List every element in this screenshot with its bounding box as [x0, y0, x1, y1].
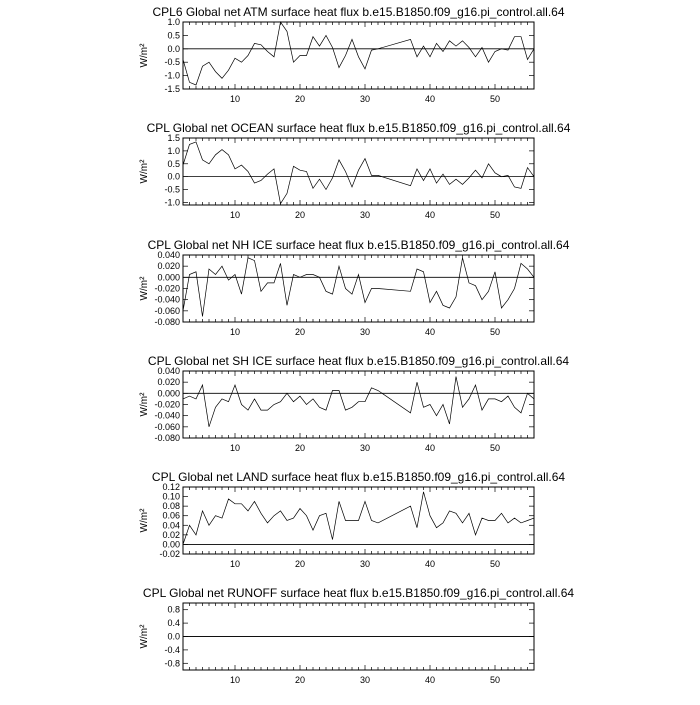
chart-panel-2	[139, 121, 571, 220]
y-axis-label: W/m²	[139, 276, 150, 301]
y-tick-label: -0.040	[154, 294, 180, 305]
y-tick-label: -0.040	[154, 410, 180, 421]
y-axis-label: W/m²	[139, 392, 150, 417]
x-tick-label: 20	[294, 559, 306, 569]
y-tick-label: -1.0	[164, 197, 180, 208]
y-tick-label: 1.5	[167, 133, 180, 143]
y-tick-label: -0.020	[154, 399, 180, 410]
y-tick-label: -0.080	[154, 317, 180, 327]
y-tick-label: -0.020	[154, 283, 180, 294]
chart-title: CPL Global net OCEAN surface heat flux b.e15.B1850.f09_g16.pi_control.all.64	[146, 121, 571, 135]
series-line	[183, 22, 534, 85]
x-tick-label: 20	[294, 327, 306, 337]
plot-frame	[183, 138, 534, 205]
x-tick-label: 40	[424, 327, 436, 337]
x-tick-label: 40	[424, 559, 436, 569]
x-tick-label: 50	[489, 675, 501, 685]
y-tick-label: 0.8	[167, 604, 180, 615]
plot-frame	[183, 371, 534, 438]
chart-title: CPL6 Global net ATM surface heat flux b.e15.B1850.f09_g16.pi_control.all.64	[152, 5, 565, 19]
y-tick-label: -0.5	[164, 57, 180, 68]
y-tick-label: -0.060	[154, 421, 180, 432]
y-tick-label: 0.040	[157, 250, 180, 260]
y-axis-label: W/m²	[139, 43, 150, 68]
y-tick-label: 0.12	[162, 482, 180, 492]
y-tick-label: 0.02	[162, 529, 180, 540]
x-tick-label: 30	[359, 94, 371, 104]
x-tick-label: 20	[294, 675, 306, 685]
x-tick-label: 50	[489, 443, 501, 453]
x-tick-label: 10	[229, 443, 241, 453]
x-tick-label: 40	[424, 443, 436, 453]
x-tick-label: 30	[359, 675, 371, 685]
y-tick-label: 0.04	[162, 520, 180, 531]
x-tick-label: 50	[489, 327, 501, 337]
y-tick-label: 0.020	[157, 261, 180, 272]
chart-panel-4	[139, 354, 569, 453]
x-tick-label: 20	[294, 443, 306, 453]
y-tick-label: 0.040	[157, 366, 180, 376]
y-tick-label: 0.10	[162, 491, 180, 502]
y-tick-label: 0.00	[162, 539, 180, 550]
x-tick-label: 30	[359, 559, 371, 569]
y-tick-label: -1.5	[164, 84, 180, 94]
y-tick-label: -1.0	[164, 70, 180, 81]
y-tick-label: 1.0	[167, 17, 180, 27]
y-tick-label: -0.8	[164, 658, 180, 669]
series-line	[183, 142, 534, 204]
y-axis-label: W/m²	[139, 624, 150, 649]
chart-title: CPL Global net NH ICE surface heat flux b.e15.B1850.f09_g16.pi_control.all.64	[147, 238, 570, 252]
x-tick-label: 20	[294, 210, 306, 220]
series-line	[183, 258, 534, 317]
plot-frame	[183, 22, 534, 89]
y-tick-label: 1.0	[167, 145, 180, 156]
x-tick-label: 40	[424, 210, 436, 220]
x-tick-label: 10	[229, 675, 241, 685]
x-tick-label: 40	[424, 675, 436, 685]
x-tick-label: 30	[359, 443, 371, 453]
y-tick-label: 0.4	[167, 618, 180, 629]
chart-title: CPL Global net LAND surface heat flux b.e15.B1850.f09_g16.pi_control.all.64	[151, 470, 566, 484]
y-axis-label: W/m²	[139, 508, 150, 533]
series-line	[183, 377, 534, 427]
plot-frame	[183, 255, 534, 322]
x-tick-label: 40	[424, 94, 436, 104]
chart-title: CPL Global net RUNOFF surface heat flux b.e15.B1850.f09_g16.pi_control.all.64	[142, 586, 575, 600]
y-tick-label: 0.5	[167, 158, 180, 169]
y-tick-label: 0.0	[167, 631, 180, 642]
x-tick-label: 50	[489, 559, 501, 569]
chart-title: CPL Global net SH ICE surface heat flux b.e15.B1850.f09_g16.pi_control.all.64	[147, 354, 570, 368]
y-tick-label: 0.0	[167, 43, 180, 54]
y-tick-label: 0.000	[157, 272, 180, 283]
x-tick-label: 10	[229, 327, 241, 337]
chart-panel-1	[139, 5, 565, 104]
y-tick-label: -0.4	[164, 644, 180, 655]
y-tick-label: 0.08	[162, 501, 180, 512]
y-tick-label: -0.02	[159, 549, 180, 559]
x-tick-label: 10	[229, 94, 241, 104]
chart-panel-5	[139, 470, 565, 569]
y-tick-label: -0.060	[154, 305, 180, 316]
x-tick-label: 50	[489, 94, 501, 104]
x-tick-label: 50	[489, 210, 501, 220]
series-line	[183, 492, 534, 545]
x-tick-label: 10	[229, 210, 241, 220]
x-tick-label: 10	[229, 559, 241, 569]
y-tick-label: 0.000	[157, 388, 180, 399]
chart-panel-6	[139, 586, 574, 685]
y-tick-label: -0.5	[164, 184, 180, 195]
y-tick-label: 0.0	[167, 171, 180, 182]
y-tick-label: -0.080	[154, 433, 180, 443]
y-axis-label: W/m²	[139, 159, 150, 184]
x-tick-label: 30	[359, 327, 371, 337]
x-tick-label: 20	[294, 94, 306, 104]
y-tick-label: 0.06	[162, 510, 180, 521]
x-tick-label: 30	[359, 210, 371, 220]
y-tick-label: 0.5	[167, 30, 180, 41]
chart-panel-3	[139, 238, 570, 337]
y-tick-label: 0.020	[157, 377, 180, 388]
